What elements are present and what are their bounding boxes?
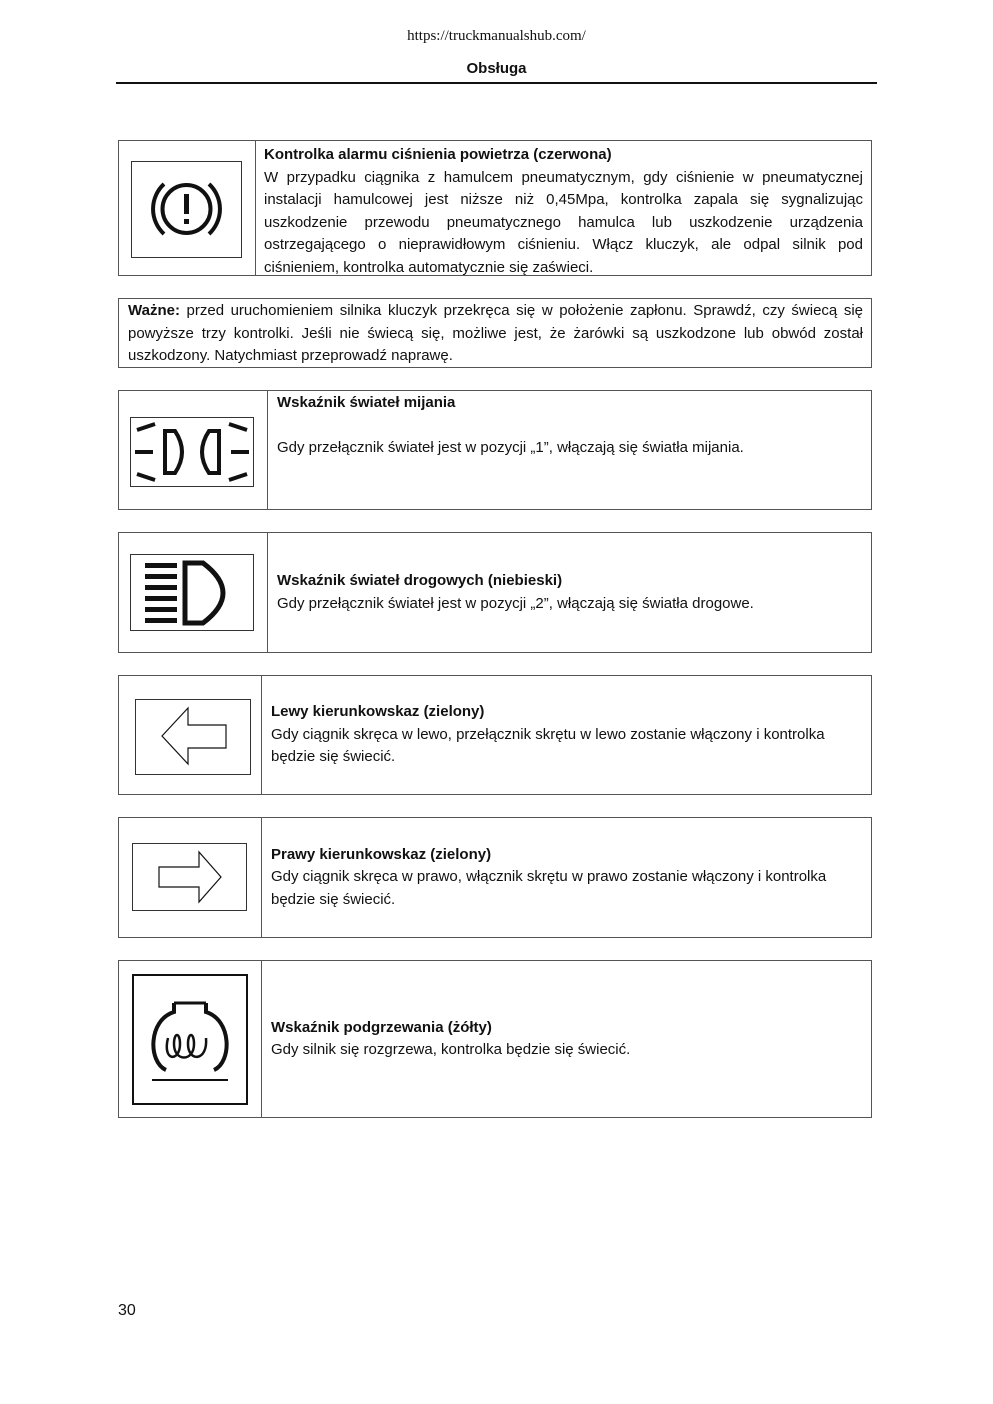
icon-cell <box>119 676 262 794</box>
indicator-title: Wskaźnik podgrzewania (żółty) <box>271 1018 492 1036</box>
glow-plug-icon <box>134 976 246 1103</box>
indicator-title: Wskaźnik świateł drogowych (niebieski) <box>277 572 563 589</box>
source-url: https://truckmanualshub.com/ <box>407 28 586 44</box>
icon-frame <box>130 554 254 631</box>
indicator-high-beam <box>118 532 872 653</box>
icon-frame <box>132 843 247 911</box>
indicator-title: Lewy kierunkowskaz (zielony) <box>271 703 485 721</box>
indicator-text <box>262 676 871 794</box>
indicator-title: Kontrolka alarmu ciśnienia powietrza (czerwona) <box>264 146 612 163</box>
indicator-text <box>262 961 871 1117</box>
indicator-text <box>268 391 871 509</box>
indicator-left-turn <box>118 675 872 795</box>
icon-cell <box>119 391 268 509</box>
indicator-text <box>268 533 871 652</box>
important-note <box>118 298 872 368</box>
note-text: przed uruchomieniem silnika kluczyk przekręca się w położenie zapłonu. Sprawdź, czy świecą się powyższe trzy kontrolki. Jeśli nie świecą się, możliwe jest, że żarówki są uszkodzone lub obwód został uszkodzony. Natychmiast przeprowadź naprawę. <box>128 302 863 364</box>
indicator-description: Gdy przełącznik świateł jest w pozycji „1”, włączają się światła mijania. <box>277 438 744 456</box>
indicator-description: W przypadku ciągnika z hamulcem pneumatycznym, gdy ciśnienie w pneumatycznej instalacji hamulcowej jest niższe niż 0,45Mpa, kontrolka zapala się sygnalizując uszkodzenie przewodu pneumatycznego hamulca lub uszkodzenie urządzenia ostrzegającego o nieprawidłowym ciśnieniu. Włącz kluczyk, ale odpal silnik pod ciśnieniem, kontrolka automatycznie się zaświeci. <box>264 168 863 276</box>
indicator-air-pressure <box>118 140 872 276</box>
icon-cell <box>119 141 256 275</box>
icon-frame <box>130 417 254 487</box>
indicator-low-beam <box>118 390 872 510</box>
page-number: 30 <box>118 1302 136 1319</box>
indicator-description: Gdy silnik się rozgrzewa, kontrolka będzie się świecić. <box>271 1041 631 1058</box>
icon-cell <box>119 818 262 937</box>
indicator-title: Wskaźnik świateł mijania <box>277 394 456 411</box>
icon-cell <box>119 961 262 1117</box>
indicator-title: Prawy kierunkowskaz (zielony) <box>271 845 492 863</box>
indicator-description: Gdy ciągnik skręca w lewo, przełącznik skrętu w lewo zostanie włączony i kontrolka będzie się świecić. <box>271 725 825 766</box>
indicator-preheat <box>118 960 872 1118</box>
icon-frame <box>132 974 248 1105</box>
header-divider <box>116 82 877 84</box>
section-title: Obsługa <box>466 60 527 77</box>
right-arrow-icon <box>133 844 246 910</box>
low-beam-icon <box>131 418 253 486</box>
indicator-description: Gdy ciągnik skręca w prawo, włącznik skrętu w prawo zostanie włączony i kontrolka będzie się świecić. <box>271 868 827 908</box>
note-label: Ważne: <box>128 302 180 319</box>
high-beam-icon <box>131 555 253 630</box>
icon-frame <box>131 161 242 258</box>
indicator-right-turn <box>118 817 872 938</box>
brake-pressure-warning-icon <box>132 162 241 257</box>
left-arrow-icon <box>136 700 250 774</box>
indicator-text <box>262 818 871 937</box>
icon-cell <box>119 533 268 652</box>
indicator-text <box>256 141 871 275</box>
indicator-description: Gdy przełącznik świateł jest w pozycji „2”, włączają się światła drogowe. <box>277 594 754 612</box>
icon-frame <box>135 699 251 775</box>
